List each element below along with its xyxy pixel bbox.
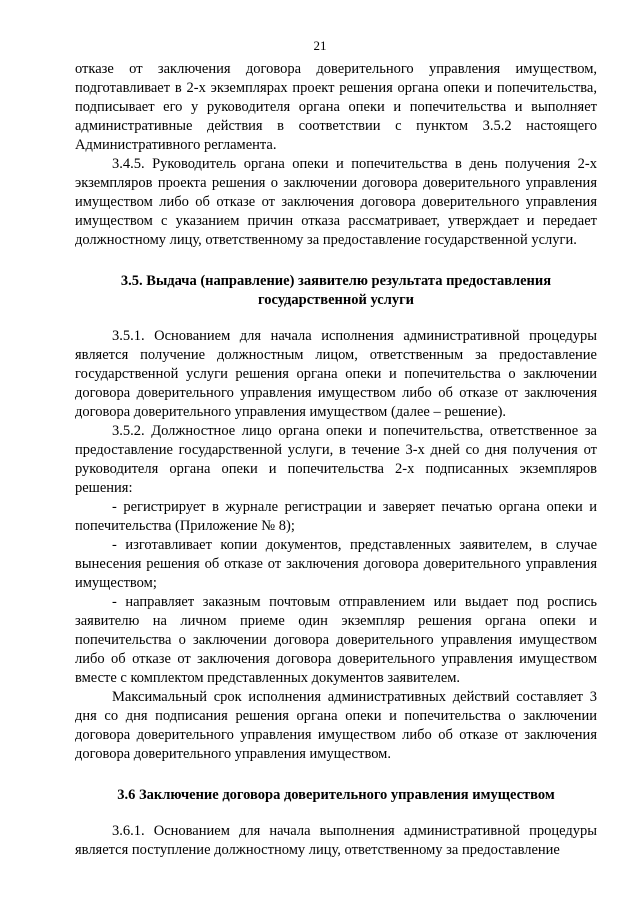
list-item-copies: - изготавливает копии документов, представленных заявителем, в случае вынесения решения об отказе от заключения договора доверительного управления имуществом; bbox=[75, 537, 597, 591]
paragraph-3-5-2: 3.5.2. Должностное лицо органа опеки и попечительства, ответственное за предоставление государственной услуги, в течение 3-х дней со дня получения от руководителя органа опеки и попечительства 2-х подписанных экземпляров решения: bbox=[75, 423, 597, 496]
paragraph-max-term: Максимальный срок исполнения административных действий составляет 3 дня со дня подписания решения органа опеки и попечительства о заключении договора доверительного управления имуществом либо об отказе от заключения договора доверительного управления имуществом. bbox=[75, 689, 597, 762]
section-heading-3-6: 3.6 Заключение договора доверительного управления имуществом bbox=[117, 787, 555, 803]
list-item-register: - регистрирует в журнале регистрации и заверяет печатью органа опеки и попечительства (Приложение № 8); bbox=[75, 499, 597, 534]
paragraph-continuation: отказе от заключения договора доверительного управления имуществом, подготавливает в 2-х экземплярах проект решения органа опеки и попечительства, подписывает его у руководителя органа опеки и попечительства и выполняет административные действия в соответствии с пунктом 3.5.2 настоящего Административного регламента. bbox=[75, 61, 597, 153]
paragraph-3-5-1: 3.5.1. Основанием для начала исполнения административной процедуры является получение должностным лицом, ответственным за предоставление государственной услуги решения органа опеки и попечительства о заключении договора доверительного управления имуществом либо об отказе от заключения договора доверительного управления имуществом (далее – решение). bbox=[75, 328, 597, 420]
paragraph-3-4-5: 3.4.5. Руководитель органа опеки и попечительства в день получения 2-х экземпляров проекта решения о заключении договора доверительного управления имуществом либо об отказе от заключения договора доверительного управления имуществом с указанием причин отказа рассматривает, утверждает и передает должностному лицу, ответственному за предоставление государственной услуги. bbox=[75, 156, 597, 248]
section-heading-3-5: 3.5. Выдача (направление) заявителю результата предоставления государственной услуги bbox=[120, 273, 552, 308]
document-body bbox=[75, 60, 597, 860]
list-item-send: - направляет заказным почтовым отправлением или выдает под роспись заявителю на личном приеме один экземпляр решения органа опеки и попечительства о заключении договора доверительного управления имуществом либо об отказе от заключения договора доверительного управления имуществом вместе с комплектом представленных документов заявителем. bbox=[75, 594, 597, 686]
page-number: 21 bbox=[313, 38, 327, 53]
paragraph-3-6-1: 3.6.1. Основанием для начала выполнения административной процедуры является поступление должностному лицу, ответственному за предоставление bbox=[75, 823, 597, 858]
